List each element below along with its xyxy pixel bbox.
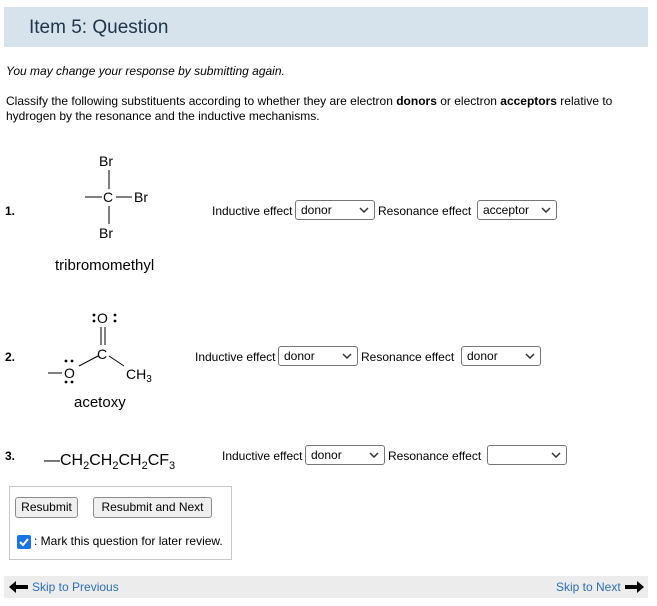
- submit-panel: [9, 486, 232, 560]
- atom-ch3: $CH_3$: [126, 366, 152, 385]
- inductive-effect-select[interactable]: [295, 200, 375, 220]
- footer-nav: [4, 576, 648, 598]
- lone-pair-dot: [71, 381, 74, 384]
- resonance-label: Resonance effect: [361, 350, 455, 364]
- resubmit-note: You may change your response by submitting again.: [6, 64, 285, 78]
- resubmit-and-next-button[interactable]: Resubmit and Next: [93, 497, 212, 518]
- formula-group: CF: [147, 452, 170, 469]
- acetoxy-structure: [40, 303, 170, 385]
- formula-subscript: 2: [141, 460, 148, 473]
- review-checkbox-label: : Mark this question for later review.: [34, 534, 223, 548]
- chevron-down-icon: [342, 347, 352, 365]
- atom-br-bottom: Br: [99, 225, 113, 241]
- formula-group: CH: [118, 452, 142, 469]
- checkmark-icon: [17, 535, 31, 549]
- arrow-right-icon: [624, 581, 644, 593]
- atom-o-ester: O: [64, 365, 75, 381]
- resonance-effect-select[interactable]: [487, 445, 567, 465]
- bond-line: [79, 356, 98, 366]
- lone-pair-dot: [65, 381, 68, 384]
- instructions-text: Classify the following substituents according to whether they are electron: [6, 94, 397, 108]
- lone-pair-dot: [93, 314, 96, 317]
- resonance-label: Resonance effect: [378, 204, 472, 218]
- instructions-text: relative to hydrogen by the resonance and the inductive mechanisms.: [6, 94, 613, 123]
- substituent-formula: [44, 452, 175, 472]
- inductive-effect-select[interactable]: [305, 445, 385, 465]
- formula-subscript: 3: [169, 460, 176, 473]
- lone-pair-dot: [71, 360, 74, 363]
- page-title: Item 5: Question: [29, 17, 169, 38]
- item-number: 2.: [5, 350, 16, 364]
- atom-c: C: [103, 189, 114, 205]
- selected-value: donor: [284, 349, 315, 363]
- lone-pair-dot: [65, 360, 68, 363]
- item-number: 1.: [5, 204, 16, 218]
- resonance-label: Resonance effect: [388, 449, 482, 463]
- skip-to-previous-link[interactable]: Skip to Previous: [32, 580, 119, 594]
- chevron-down-icon: [541, 201, 551, 219]
- selected-value: donor: [311, 448, 342, 462]
- tribromomethyl-structure: [78, 150, 168, 242]
- bond-dash: —: [44, 452, 60, 469]
- item-number: 3.: [5, 449, 16, 463]
- inductive-effect-select[interactable]: [278, 346, 358, 366]
- skip-to-next-link[interactable]: Skip to Next: [556, 580, 621, 594]
- formula-subscript: 2: [83, 460, 90, 473]
- arrow-left-icon: [9, 581, 29, 593]
- formula-subscript: 2: [112, 460, 119, 473]
- resubmit-button[interactable]: Resubmit: [15, 497, 78, 518]
- instructions-text: or electron: [436, 94, 501, 108]
- substituent-name: tribromomethyl: [55, 257, 155, 274]
- atom-c: C: [97, 346, 108, 362]
- chevron-down-icon: [359, 201, 369, 219]
- question-header: [4, 7, 648, 47]
- question-instructions: [6, 94, 646, 124]
- lone-pair-dot: [114, 320, 117, 323]
- selected-value: donor: [467, 349, 498, 363]
- formula-group: CH: [89, 452, 113, 469]
- atom-br-right: Br: [134, 189, 148, 205]
- chevron-down-icon: [525, 347, 535, 365]
- bond-line: [109, 356, 124, 366]
- inductive-label: Inductive effect: [222, 449, 303, 463]
- lone-pair-dot: [93, 320, 96, 323]
- selected-value: acceptor: [483, 203, 530, 217]
- selected-value: donor: [301, 203, 332, 217]
- resonance-effect-select[interactable]: [477, 200, 557, 220]
- inductive-label: Inductive effect: [212, 204, 293, 218]
- instructions-acceptors: acceptors: [500, 94, 557, 108]
- instructions-donors: donors: [396, 94, 437, 108]
- formula-group: CH: [60, 452, 84, 469]
- chevron-down-icon: [369, 446, 379, 464]
- lone-pair-dot: [114, 314, 117, 317]
- chevron-down-icon: [551, 446, 561, 464]
- atom-br-top: Br: [99, 153, 113, 169]
- substituent-name: acetoxy: [74, 394, 126, 411]
- inductive-label: Inductive effect: [195, 350, 276, 364]
- review-checkbox[interactable]: [17, 535, 31, 549]
- resonance-effect-select[interactable]: [461, 346, 541, 366]
- atom-o-carbonyl: O: [97, 310, 108, 326]
